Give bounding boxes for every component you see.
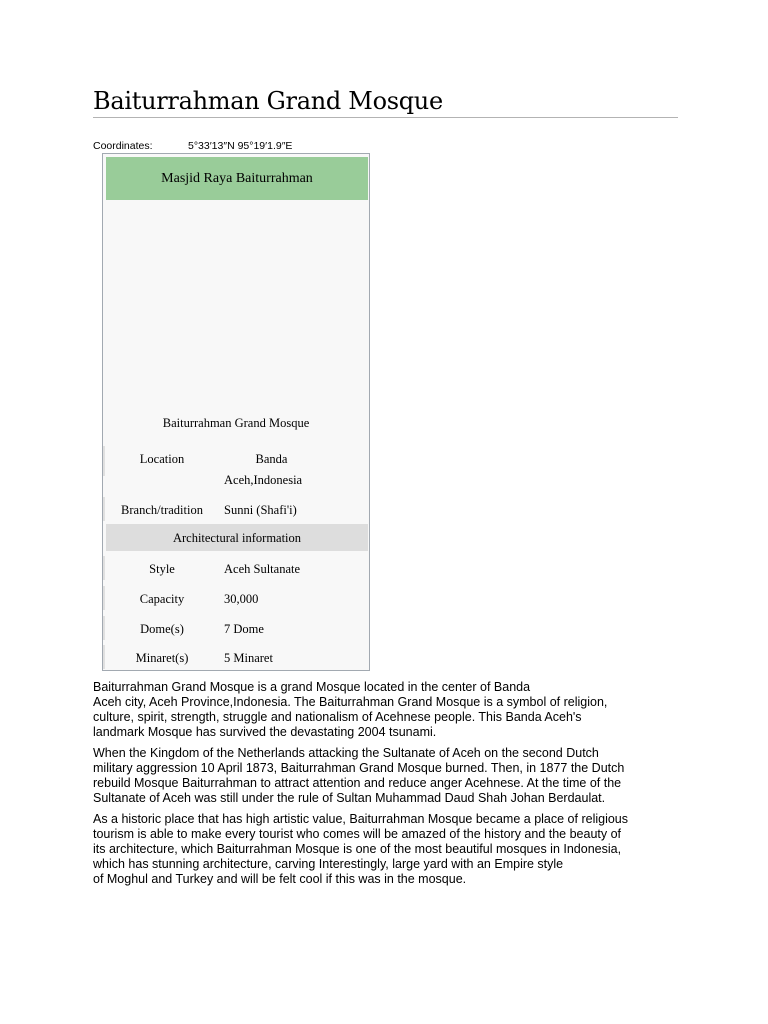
infobox-value-style[interactable]: Aceh Sultanate bbox=[224, 562, 301, 576]
page-title: Baiturrahman Grand Mosque bbox=[93, 87, 443, 115]
infobox-label-branch: Branch/tradition bbox=[121, 503, 203, 517]
coordinates-label: Coordinates: bbox=[93, 140, 153, 152]
paragraph-tourism bbox=[93, 812, 683, 887]
paragraph-line: its architecture, which Baiturrahman Mosque is one of the most beautiful mosques in Indonesia, bbox=[93, 842, 622, 856]
paragraph-line: of Moghul and Turkey and will be felt cool if this was in the mosque. bbox=[93, 872, 467, 886]
infobox-label-capacity: Capacity bbox=[139, 592, 185, 606]
infobox-image-placeholder bbox=[106, 204, 368, 444]
infobox-caption: Baiturrahman Grand Mosque bbox=[162, 416, 310, 430]
paragraph-history bbox=[93, 746, 683, 806]
paragraph-line: When the Kingdom of the Netherlands attacking the Sultanate of Aceh on the second Dutch bbox=[93, 746, 599, 760]
infobox-label-location: Location bbox=[139, 452, 185, 466]
infobox-header: Masjid Raya Baiturrahman bbox=[106, 157, 368, 200]
infobox-value-capacity: 30,000 bbox=[224, 592, 259, 606]
paragraph-line: which has stunning architecture, carving Interestingly, large yard with an Empire style bbox=[93, 857, 564, 871]
infobox-value-minarets: 5 Minaret bbox=[224, 651, 273, 665]
infobox-section-architecture: Architectural information bbox=[106, 524, 368, 551]
infobox-value-location-line1[interactable]: Banda bbox=[255, 452, 288, 466]
paragraph-line: Aceh city, Aceh Province,Indonesia. The Baiturrahman Grand Mosque is a symbol of religion, bbox=[93, 695, 608, 709]
paragraph-line: rebuild Mosque Baiturrahman to attract attention and reduce anger Acehnese. At the time of the bbox=[93, 776, 622, 790]
infobox-value-location-line2[interactable]: Aceh,Indonesia bbox=[224, 473, 303, 487]
paragraph-line: tourism is able to make every tourist who comes will be amazed of the history and the beauty of bbox=[93, 827, 622, 841]
infobox-value-domes: 7 Dome bbox=[224, 622, 264, 636]
paragraph-intro bbox=[93, 680, 683, 740]
paragraph-line: Sultanate of Aceh was still under the rule of Sultan Muhammad Daud Shah Johan Berdaulat. bbox=[93, 791, 606, 805]
infobox-label-minarets: Minaret(s) bbox=[135, 651, 189, 665]
paragraph-line: Baiturrahman Grand Mosque is a grand Mosque located in the center of Banda bbox=[93, 680, 531, 694]
coordinates-link[interactable]: 5°33′13″N 95°19′1.9″E bbox=[188, 140, 293, 152]
infobox bbox=[102, 153, 370, 671]
infobox-label-domes: Dome(s) bbox=[140, 622, 184, 636]
infobox-value-branch[interactable]: Sunni (Shafi'i) bbox=[224, 503, 297, 517]
coordinates bbox=[93, 140, 293, 153]
paragraph-line: As a historic place that has high artistic value, Baiturrahman Mosque became a place of religious bbox=[93, 812, 629, 826]
paragraph-line: culture, spirit, strength, struggle and nationalism of Acehnese people. This Banda Aceh's bbox=[93, 710, 582, 724]
infobox-label-style: Style bbox=[149, 562, 175, 576]
title-divider bbox=[93, 117, 678, 118]
paragraph-line: landmark Mosque has survived the devastating 2004 tsunami. bbox=[93, 725, 437, 739]
paragraph-line: military aggression 10 April 1873, Baiturrahman Grand Mosque burned. Then, in 1877 the Dutch bbox=[93, 761, 625, 775]
